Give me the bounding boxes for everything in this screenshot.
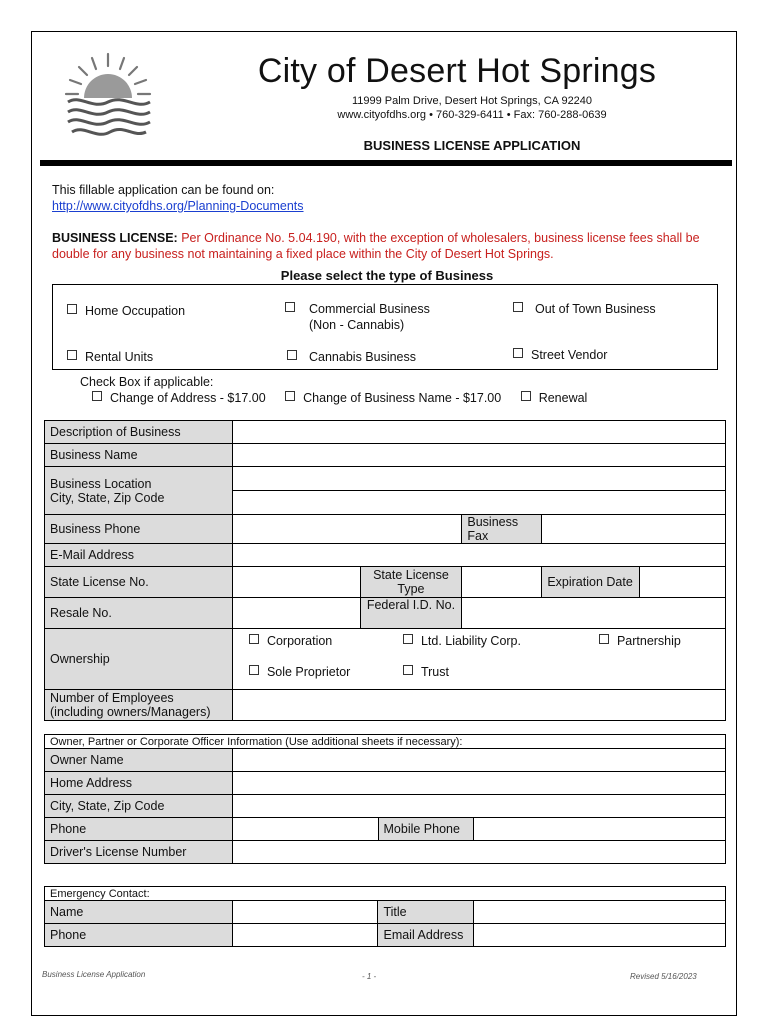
expiration-date-field[interactable] bbox=[640, 567, 726, 598]
notice-label: BUSINESS LICENSE: bbox=[52, 231, 178, 245]
email-field[interactable] bbox=[232, 544, 725, 567]
option-rental-units[interactable]: Rental Units bbox=[67, 349, 153, 365]
form-title: BUSINESS LICENSE APPLICATION bbox=[363, 138, 581, 153]
business-type-heading: Please select the type of Business bbox=[280, 268, 494, 283]
checkbox-icon[interactable] bbox=[92, 391, 102, 401]
emergency-title-label: Title bbox=[378, 901, 474, 924]
mobile-phone-field[interactable] bbox=[474, 818, 726, 841]
business-phone-field[interactable] bbox=[232, 515, 461, 544]
checkbox-icon[interactable] bbox=[513, 302, 523, 312]
city-sun-waves-logo bbox=[54, 50, 162, 142]
business-city-field[interactable] bbox=[232, 491, 725, 515]
home-address-label: Home Address bbox=[45, 772, 233, 795]
description-field[interactable] bbox=[232, 421, 725, 444]
checkbox-icon[interactable] bbox=[599, 634, 609, 644]
checkbox-icon[interactable] bbox=[285, 302, 295, 312]
business-name-field[interactable] bbox=[232, 444, 725, 467]
option-trust[interactable]: Trust bbox=[403, 664, 449, 680]
city-contact: www.cityofdhs.org • 760-329-6411 • Fax: 760-288-0639 bbox=[337, 109, 607, 121]
option-sole-proprietor[interactable]: Sole Proprietor bbox=[249, 664, 350, 680]
intro-block bbox=[52, 182, 304, 214]
state-license-label: State License No. bbox=[45, 567, 233, 598]
option-change-of-address[interactable]: Change of Address - $17.00 bbox=[92, 391, 266, 405]
state-license-type-field[interactable] bbox=[462, 567, 542, 598]
federal-id-label: Federal I.D. No. bbox=[360, 598, 462, 629]
employees-label: Number of Employees (including owners/Managers) bbox=[45, 690, 233, 721]
option-out-of-town-business[interactable]: Out of Town Business bbox=[513, 301, 656, 317]
notice-text: Per Ordinance No. 5.04.190, with the exception of wholesalers, business license fees shall be double for any business not maintaining a fixed place within the City of Desert Hot Springs. bbox=[52, 231, 700, 261]
drivers-license-label: Driver's License Number bbox=[45, 841, 233, 864]
checkbox-icon[interactable] bbox=[403, 665, 413, 675]
checkbox-icon[interactable] bbox=[403, 634, 413, 644]
checkbox-icon[interactable] bbox=[521, 391, 531, 401]
owner-name-field[interactable] bbox=[232, 749, 725, 772]
business-phone-label: Business Phone bbox=[45, 515, 233, 544]
checkbox-icon[interactable] bbox=[513, 348, 523, 358]
ownership-options bbox=[232, 629, 725, 690]
owner-phone-field[interactable] bbox=[232, 818, 378, 841]
option-renewal[interactable]: Renewal bbox=[521, 391, 588, 405]
footer-left: Business License Application bbox=[42, 970, 146, 979]
emergency-name-field[interactable] bbox=[232, 901, 378, 924]
intro-text: This fillable application can be found on: bbox=[52, 183, 275, 197]
employees-field[interactable] bbox=[232, 690, 725, 721]
expiration-date-label: Expiration Date bbox=[542, 567, 640, 598]
state-license-type-label: State License Type bbox=[360, 567, 462, 598]
option-cannabis-business[interactable]: Cannabis Business bbox=[287, 349, 416, 365]
business-type-box bbox=[52, 284, 718, 370]
footer-page-number: - 1 - bbox=[362, 972, 377, 981]
emergency-title-field[interactable] bbox=[474, 901, 726, 924]
city-address-block bbox=[272, 94, 672, 122]
description-label: Description of Business bbox=[45, 421, 233, 444]
owner-info-heading: Owner, Partner or Corporate Officer Information (Use additional sheets if necessary): bbox=[45, 735, 726, 749]
home-address-field[interactable] bbox=[232, 772, 725, 795]
business-name-label: Business Name bbox=[45, 444, 233, 467]
option-partnership[interactable]: Partnership bbox=[599, 633, 681, 649]
federal-id-field[interactable] bbox=[462, 598, 726, 629]
checkbox-icon[interactable] bbox=[67, 350, 77, 360]
business-license-notice bbox=[52, 230, 722, 262]
option-corporation[interactable]: Corporation bbox=[249, 633, 332, 649]
ownership-label: Ownership bbox=[45, 629, 233, 690]
email-label: E-Mail Address bbox=[45, 544, 233, 567]
drivers-license-field[interactable] bbox=[232, 841, 725, 864]
checkbox-icon[interactable] bbox=[285, 391, 295, 401]
option-commercial-business[interactable]: Commercial Business (Non - Cannabis) bbox=[285, 301, 430, 333]
applicable-heading: Check Box if applicable: bbox=[80, 375, 214, 389]
header-divider bbox=[40, 160, 732, 166]
owner-city-label: City, State, Zip Code bbox=[45, 795, 233, 818]
mobile-phone-label: Mobile Phone bbox=[378, 818, 474, 841]
resale-label: Resale No. bbox=[45, 598, 233, 629]
planning-documents-link[interactable]: http://www.cityofdhs.org/Planning-Documents bbox=[52, 199, 304, 213]
option-change-of-business-name[interactable]: Change of Business Name - $17.00 bbox=[285, 391, 501, 405]
emergency-email-field[interactable] bbox=[474, 924, 726, 947]
emergency-email-label: Email Address bbox=[378, 924, 474, 947]
state-license-field[interactable] bbox=[232, 567, 360, 598]
footer-revised: Revised 5/16/2023 bbox=[630, 972, 697, 981]
emergency-phone-field[interactable] bbox=[232, 924, 378, 947]
checkbox-icon[interactable] bbox=[67, 304, 77, 314]
owner-city-field[interactable] bbox=[232, 795, 725, 818]
business-location-field[interactable] bbox=[232, 467, 725, 491]
option-home-occupation[interactable]: Home Occupation bbox=[67, 303, 185, 319]
checkbox-icon[interactable] bbox=[249, 634, 259, 644]
city-address: 11999 Palm Drive, Desert Hot Springs, CA 92240 bbox=[351, 95, 593, 107]
checkbox-icon[interactable] bbox=[249, 665, 259, 675]
checkbox-icon[interactable] bbox=[287, 350, 297, 360]
option-llc[interactable]: Ltd. Liability Corp. bbox=[403, 633, 521, 649]
business-info-table bbox=[44, 420, 726, 721]
form-page bbox=[31, 31, 737, 1016]
business-fax-field[interactable] bbox=[542, 515, 726, 544]
option-street-vendor[interactable]: Street Vendor bbox=[513, 347, 607, 363]
city-name-title: City of Desert Hot Springs bbox=[257, 52, 657, 90]
emergency-heading: Emergency Contact: bbox=[45, 887, 726, 901]
business-fax-label: Business Fax bbox=[462, 515, 542, 544]
applicable-checks bbox=[80, 374, 587, 406]
resale-field[interactable] bbox=[232, 598, 360, 629]
owner-name-label: Owner Name bbox=[45, 749, 233, 772]
emergency-contact-table bbox=[44, 886, 726, 947]
business-location-label: Business Location City, State, Zip Code bbox=[45, 467, 233, 515]
owner-info-table bbox=[44, 734, 726, 864]
emergency-phone-label: Phone bbox=[45, 924, 233, 947]
emergency-name-label: Name bbox=[45, 901, 233, 924]
owner-phone-label: Phone bbox=[45, 818, 233, 841]
